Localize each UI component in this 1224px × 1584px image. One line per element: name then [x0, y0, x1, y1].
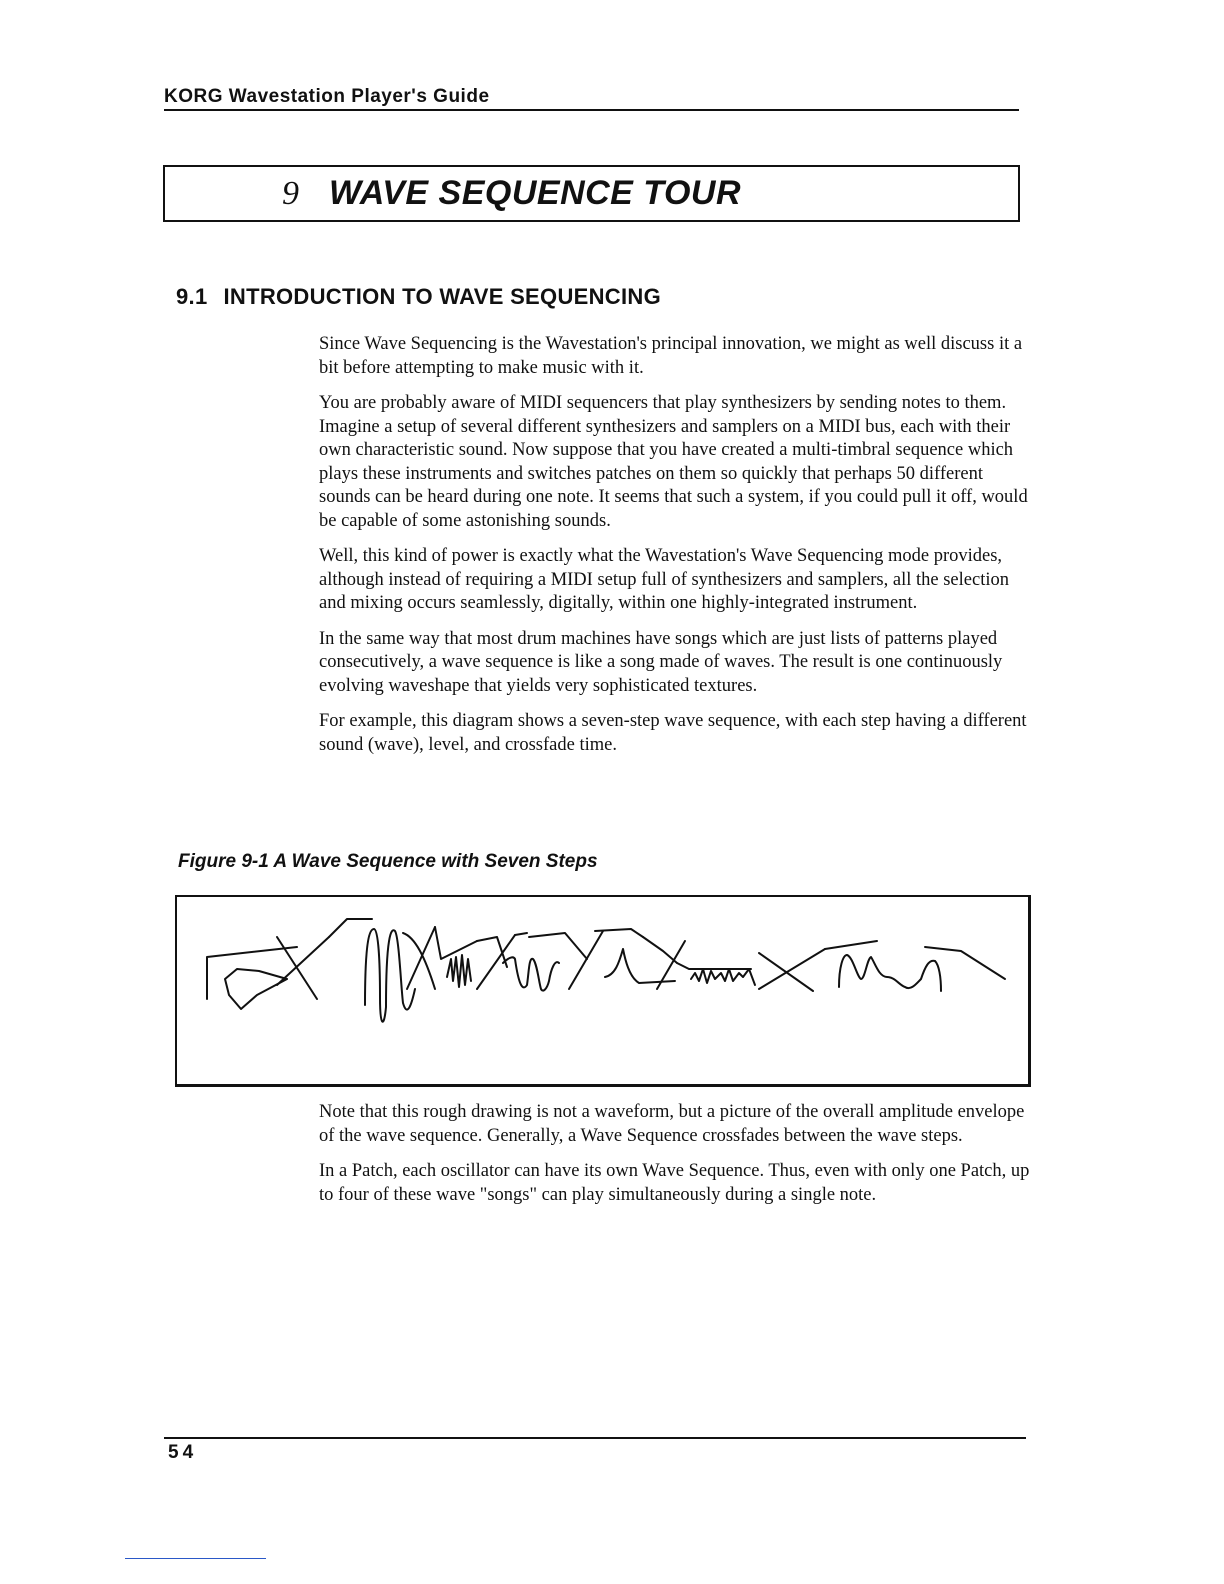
- chapter-title: WAVE SEQUENCE TOUR: [328, 174, 742, 212]
- section-number: 9.1: [176, 284, 208, 309]
- paragraph: In a Patch, each oscillator can have its own Wave Sequence. Thus, even with only one Patch, up to four of these wave "songs" can play simultaneously during a single note.: [319, 1161, 1030, 1205]
- wave-step-1: [207, 937, 329, 1009]
- paragraph: You are probably aware of MIDI sequencers that play synthesizers by sending notes to them. Imagine a setup of several different synthesizers and samplers on a MIDI bus, each with their own characteristic sound. Now suppose that you have created a multi-timbral sequence which plays these instruments and switches patches on them so quickly that perhaps 50 different sounds can be heard during one note. It seems that such a system, if you could pull it off, would be capable of some astonishing sounds.: [319, 393, 1028, 531]
- paragraph: For example, this diagram shows a seven-step wave sequence, with each step having a different sound (wave), level, and crossfade time.: [319, 711, 1027, 755]
- paragraph: Note that this rough drawing is not a waveform, but a picture of the overall amplitude envelope of the wave sequence. Generally, a Wave Sequence crossfades between the wave steps.: [319, 1102, 1025, 1146]
- chapter-title-box: [163, 165, 1020, 222]
- wave-step-2: [329, 919, 435, 1022]
- wave-sequence-figure: [175, 895, 1031, 1087]
- paragraph: Since Wave Sequencing is the Wavestation's principal innovation, we might as well discuss it a bit before attempting to make music with it.: [319, 334, 1023, 378]
- figure-caption: Figure 9-1 A Wave Sequence with Seven Steps: [178, 851, 598, 872]
- footer-rule: [164, 1437, 1026, 1439]
- section-title: INTRODUCTION TO WAVE SEQUENCING: [223, 284, 661, 309]
- wave-step-4: [503, 931, 603, 991]
- after-figure-text: [319, 1101, 1031, 1219]
- page-number: 54: [168, 1442, 198, 1463]
- wave-step-7: [825, 941, 1005, 991]
- wave-sequence-drawing: [177, 897, 1028, 1084]
- wave-step-6: [677, 949, 825, 991]
- running-header: KORG Wavestation Player's Guide: [164, 86, 1019, 111]
- wave-step-3: [435, 927, 515, 989]
- section-heading: [176, 284, 661, 310]
- paragraph: Well, this kind of power is exactly what the Wavestation's Wave Sequencing mode provides, although instead of requiring a MIDI setup full of synthesizers and samplers, all the selection and mixing occurs seamlessly, digitally, within one highly-integrated instrument.: [319, 546, 1009, 613]
- wave-step-5: [595, 929, 685, 989]
- paragraph: In the same way that most drum machines have songs which are just lists of patterns played consecutively, a wave sequence is like a song made of waves. The result is one continuously evolving waveshape that yields very sophisticated textures.: [319, 628, 1003, 696]
- intro-text: [319, 333, 1031, 769]
- chapter-number: 9: [281, 174, 299, 212]
- bottom-link-line: [125, 1558, 266, 1559]
